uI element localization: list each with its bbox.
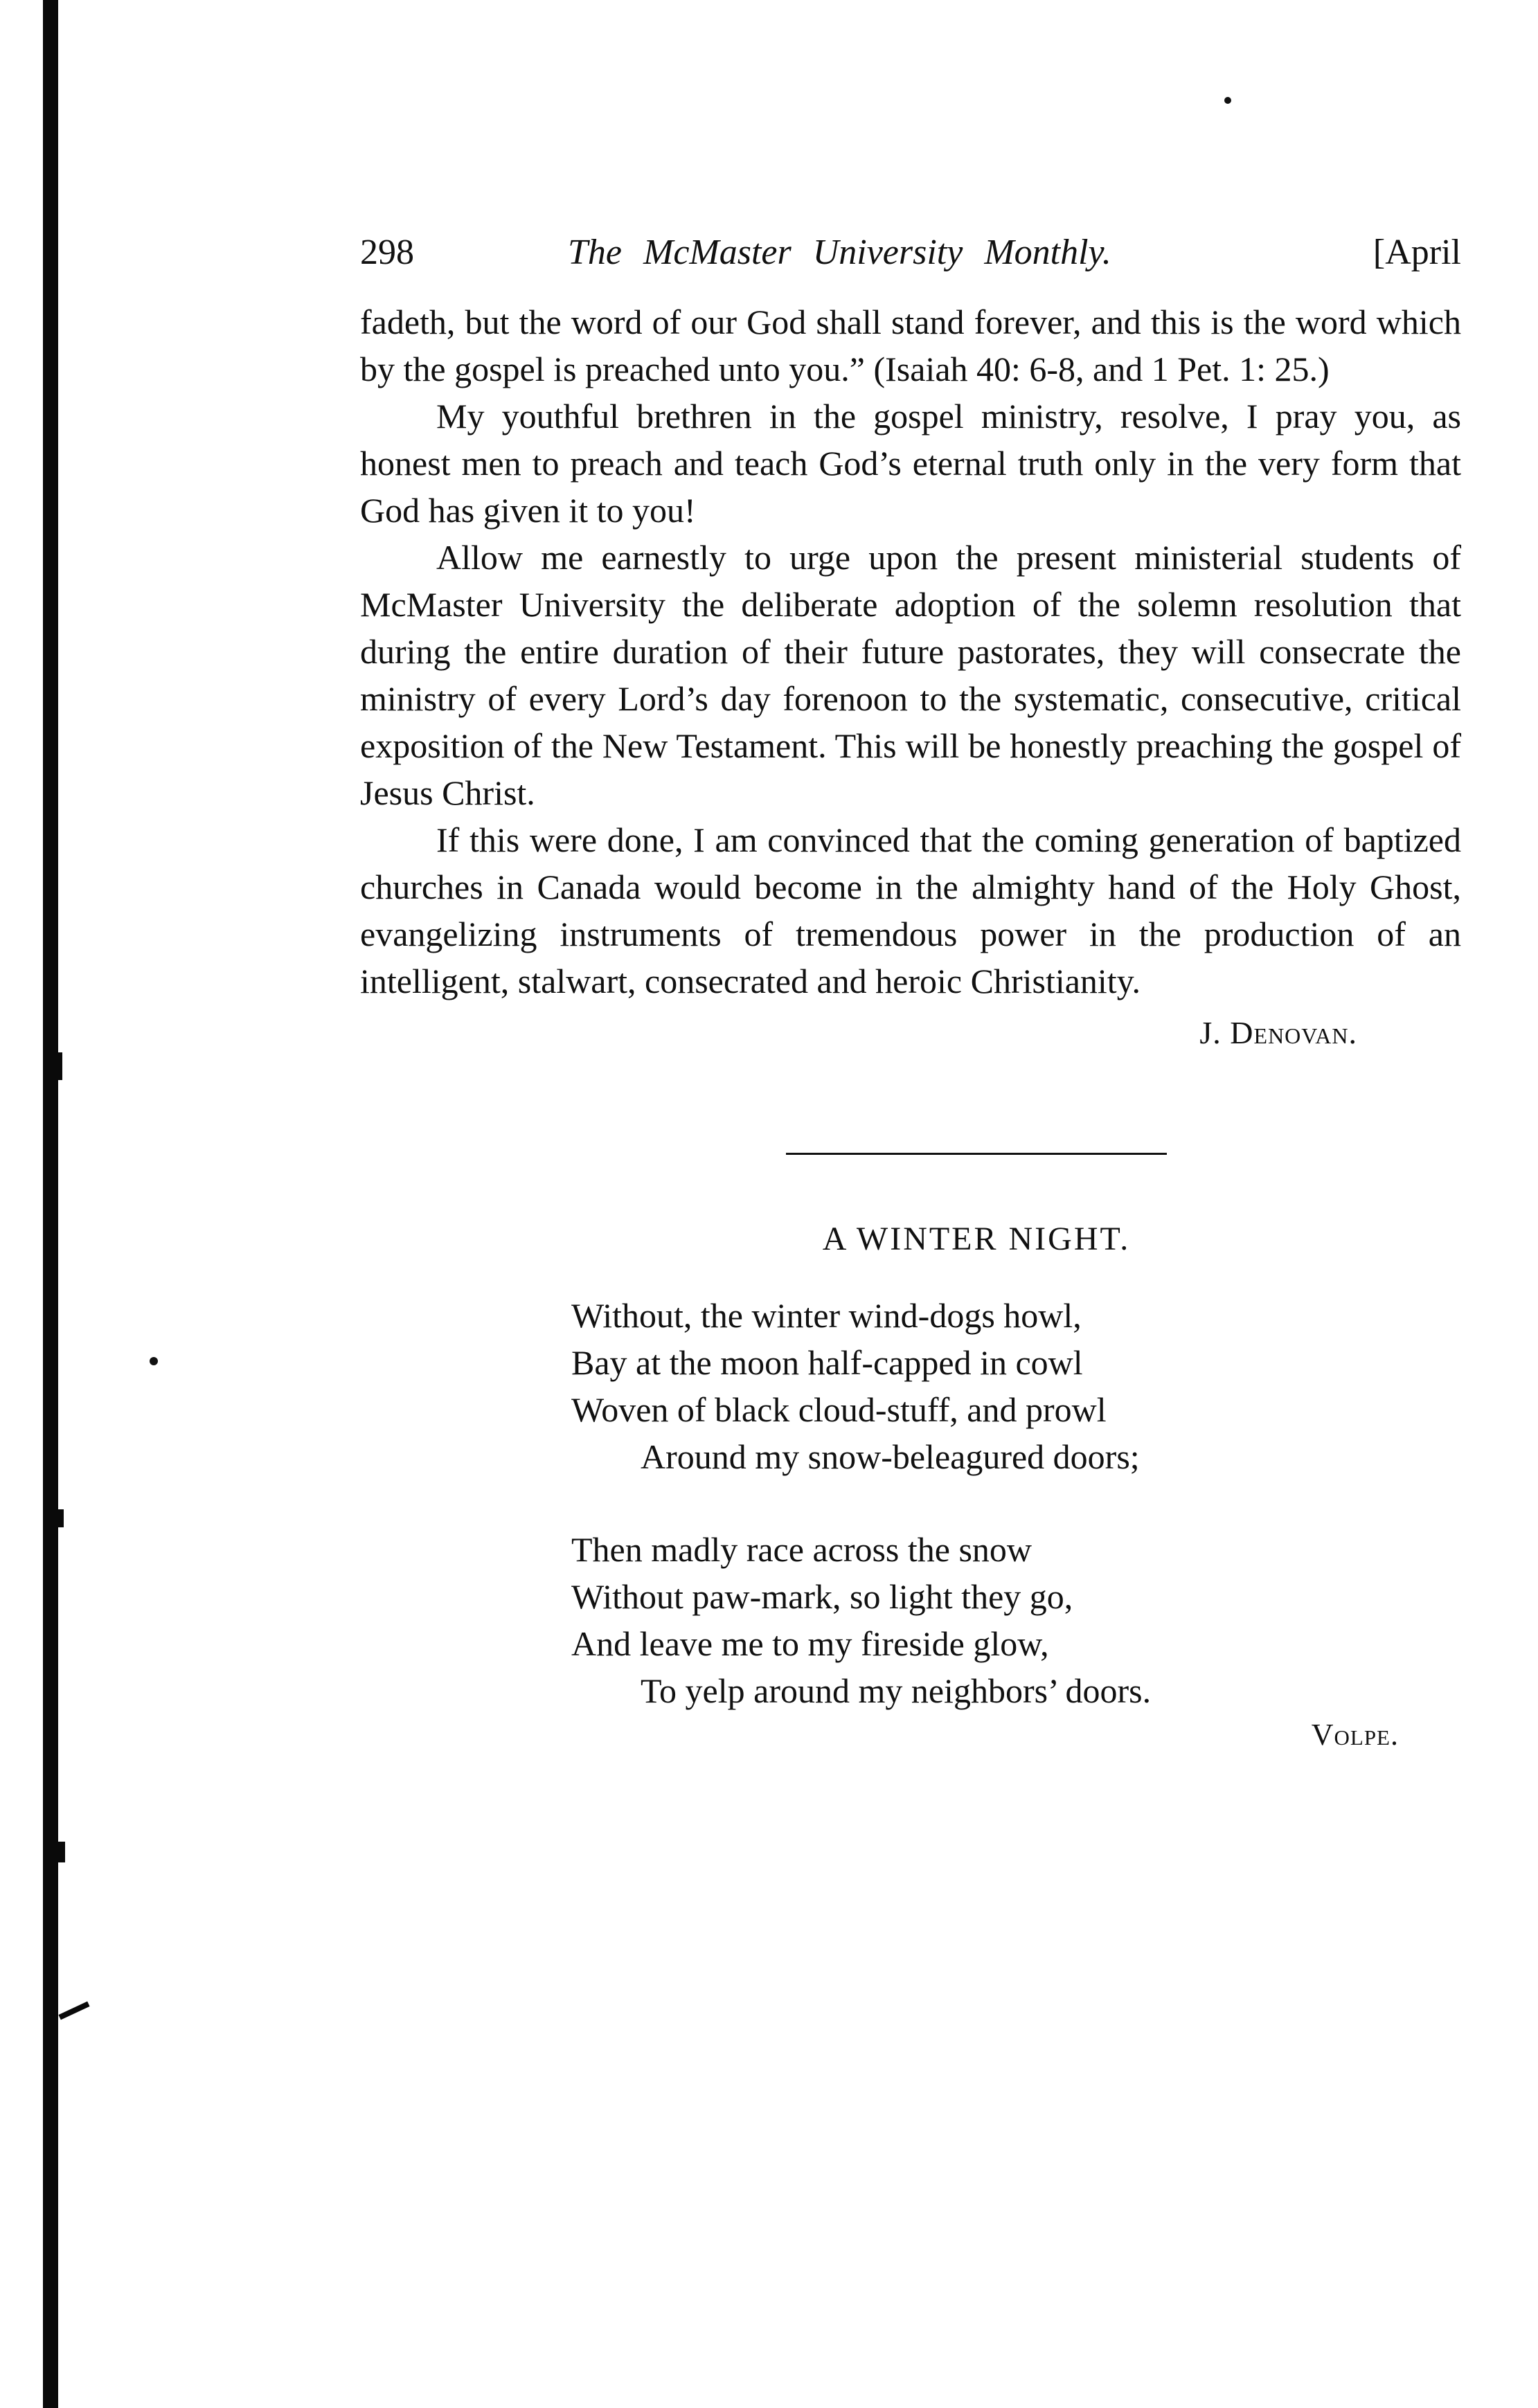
scan-speck — [58, 1509, 64, 1527]
article-paragraph: fadeth, but the word of our God shall stand forever, and this is the word which by the gospel is preached unto you.” (Isaiah 40: 6-8, and 1 Pet. 1: 25.) — [360, 303, 1461, 388]
article-signature: J. Denovan. — [1199, 1015, 1357, 1050]
poem-line: Around my snow-beleagured doors; — [641, 1437, 1140, 1476]
article-paragraph: My youthful brethren in the gospel ministry, resolve, I pray you, as honest men to preach and teach God’s eternal truth only in the very form that God has given it to you! — [360, 397, 1461, 530]
running-head — [360, 225, 1461, 280]
poem-line: Bay at the moon half-capped in cowl — [571, 1343, 1083, 1382]
article-paragraph: Allow me earnestly to urge upon the present ministerial students of McMaster University the deliberate adoption of the solemn resolution that during the entire duration of their future pastorates, they will consecrate the ministry of every Lord’s day forenoon to the systematic, consecutive, critical exposition of the New Testament. This will be honestly preaching the gospel of Jesus Christ. — [360, 538, 1461, 812]
poem-line: Woven of black cloud-stuff, and prowl — [571, 1390, 1107, 1429]
poem-line: And leave me to my fireside glow, — [571, 1624, 1049, 1663]
scan-speck — [58, 1052, 62, 1080]
ink-dot — [1224, 97, 1231, 104]
poem-line: Without, the winter wind-dogs howl, — [571, 1296, 1082, 1335]
article-body — [360, 298, 1461, 1005]
scan-binding-edge — [43, 0, 58, 2408]
poem-line: To yelp around my neighbors’ doors. — [641, 1671, 1152, 1710]
poem-line: Without paw-mark, so light they go, — [571, 1577, 1073, 1616]
issue-month: [April — [1372, 233, 1461, 272]
poem-signature: Volpe. — [1311, 1718, 1399, 1752]
poem — [360, 1292, 1461, 1714]
section-divider — [786, 1153, 1167, 1155]
page — [360, 225, 1461, 1756]
poem-stanza — [571, 1292, 1461, 1480]
scan-speck — [58, 1842, 65, 1862]
ink-dot — [150, 1357, 158, 1365]
poem-line: Then madly race across the snow — [571, 1530, 1032, 1569]
article-paragraph: If this were done, I am convinced that the coming generation of baptized churches in Canada would become in the almighty hand of the Holy Ghost, evangelizing instruments of tremendous power in the production of an intelligent, stalwart, consecrated and heroic Christianity. — [360, 820, 1461, 1000]
poem-stanza — [571, 1526, 1461, 1714]
scan-speck — [58, 2002, 89, 2020]
journal-title: The McMaster University Monthly. — [568, 233, 1111, 272]
page-number: 298 — [360, 233, 414, 272]
poem-title: A WINTER NIGHT. — [822, 1221, 1131, 1257]
